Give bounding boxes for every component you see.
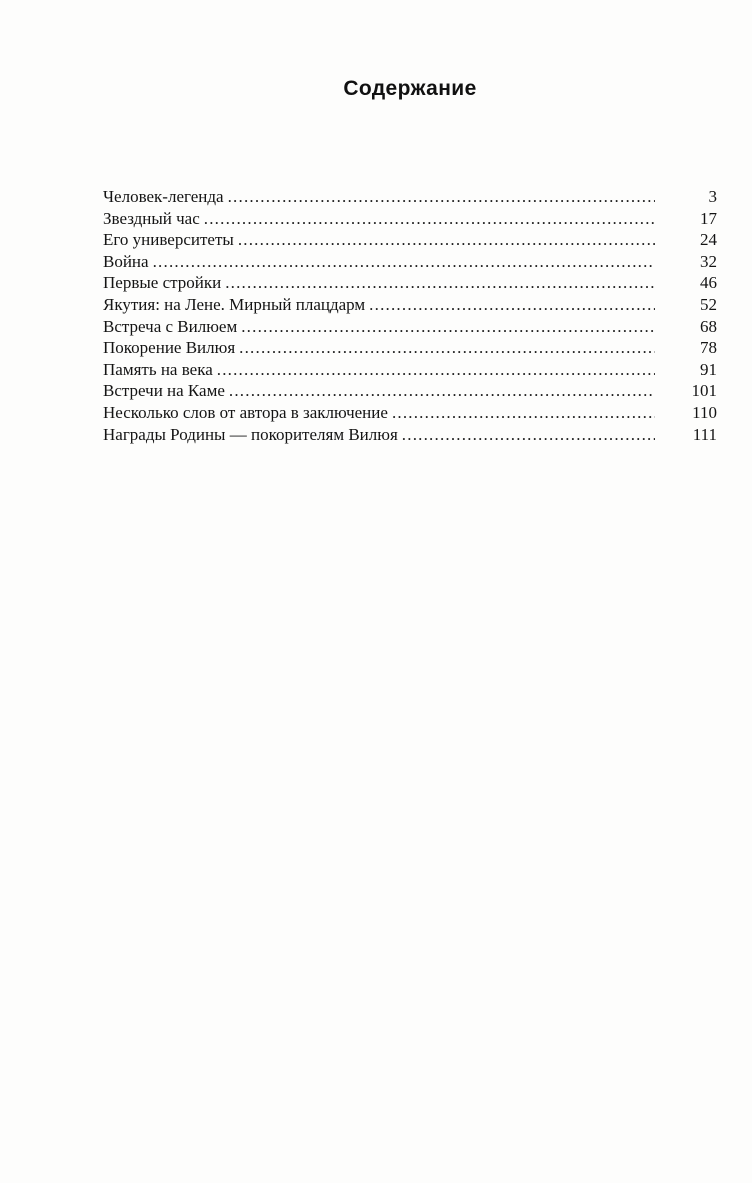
toc-entry-page: 46 (700, 273, 717, 293)
toc-entry-page: 110 (692, 402, 717, 422)
toc-entry-title: Звездный час (103, 208, 200, 228)
toc-entry-page: 3 (708, 187, 717, 206)
toc-entry-title: Якутия: на Лене. Мирный плацдарм (103, 294, 366, 314)
toc-list (103, 186, 717, 445)
toc-entry (103, 337, 717, 359)
toc-entry-page: 68 (700, 316, 717, 336)
toc-dot-leader (225, 380, 655, 402)
toc-entry (103, 186, 717, 208)
toc-entry (103, 402, 717, 424)
toc-content-block (103, 78, 717, 445)
toc-entry-title: Человек-легенда (103, 187, 224, 206)
toc-entry-title: Первые стройки (103, 273, 222, 293)
toc-dot-leader (365, 294, 655, 316)
toc-dot-leader (235, 337, 655, 359)
toc-entry-title: Покорение Вилюя (103, 338, 236, 358)
toc-entry (103, 272, 717, 294)
toc-dot-leader (398, 424, 655, 446)
toc-dot-leader (237, 316, 655, 338)
toc-dot-leader (234, 229, 655, 251)
toc-entry-page: 52 (700, 294, 717, 314)
toc-dot-leader (149, 251, 655, 273)
toc-entry-page: 17 (700, 208, 717, 228)
toc-entry (103, 359, 717, 381)
toc-entry-page: 111 (692, 424, 717, 444)
toc-entry-page: 101 (691, 381, 717, 401)
page-title: Содержание (343, 77, 477, 100)
toc-dot-leader (213, 359, 655, 381)
toc-entry (103, 251, 717, 273)
toc-entry-title: Память на века (103, 359, 213, 379)
toc-entry-page: 24 (700, 230, 717, 250)
toc-dot-leader (224, 186, 655, 208)
toc-entry-title: Встреча с Вилюем (103, 316, 238, 336)
toc-entry (103, 424, 717, 446)
toc-entry (103, 208, 717, 230)
toc-dot-leader (221, 272, 655, 294)
toc-entry-title: Награды Родины — покорителям Вилюя (103, 424, 398, 444)
toc-entry-title: Встречи на Каме (103, 381, 225, 401)
toc-entry (103, 316, 717, 338)
toc-entry-title: Война (103, 251, 149, 271)
toc-entry-page: 78 (700, 338, 717, 358)
toc-entry (103, 229, 717, 251)
toc-entry-title: Его университеты (103, 230, 234, 250)
toc-entry (103, 380, 717, 402)
toc-entry (103, 294, 717, 316)
toc-entry-title: Несколько слов от автора в заключение (103, 402, 388, 422)
toc-dot-leader (388, 402, 655, 424)
toc-entry-page: 91 (700, 359, 717, 379)
toc-dot-leader (200, 208, 655, 230)
toc-entry-page: 32 (700, 251, 717, 271)
